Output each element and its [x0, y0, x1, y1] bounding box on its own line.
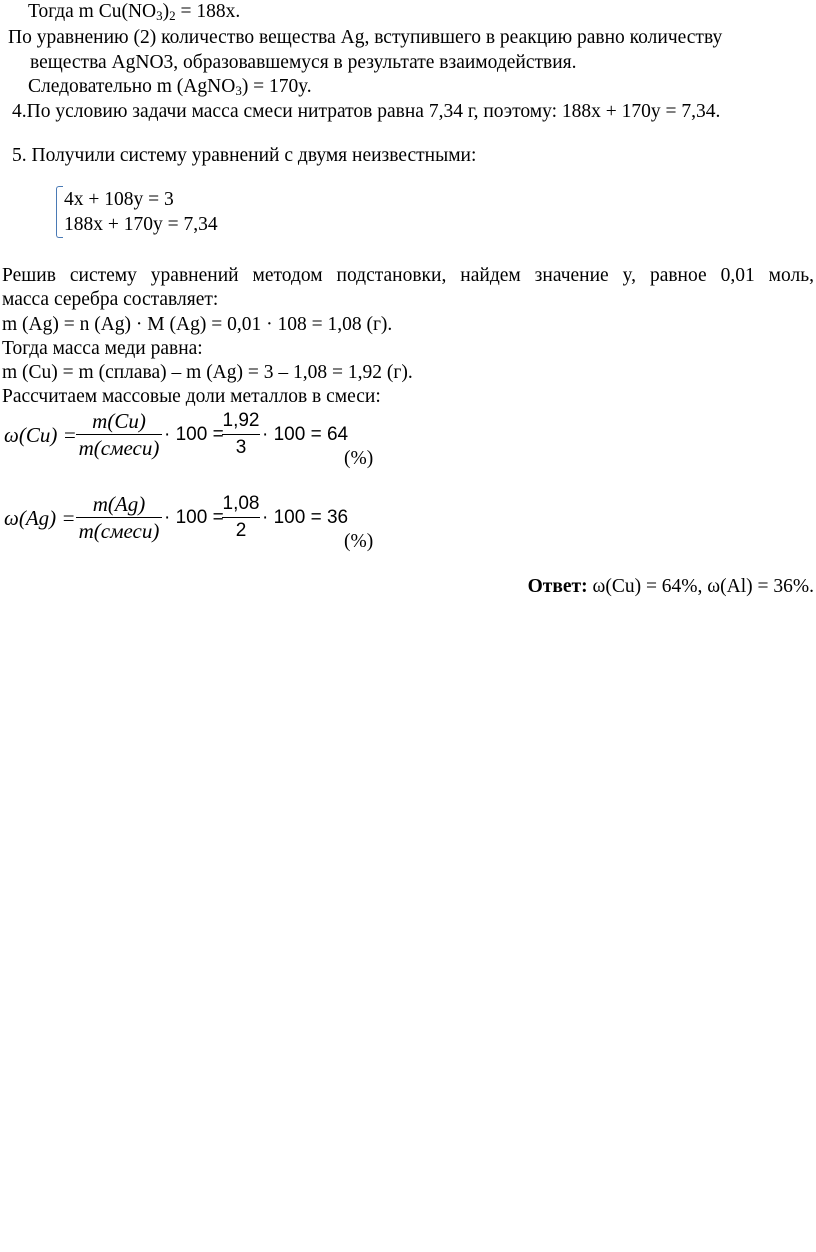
formula-cu-fraction-2 [222, 410, 260, 459]
formula-cu-den2: 3 [235, 437, 247, 458]
formula-ag-fraction-1 [76, 493, 162, 542]
paragraph-solution-cont: масса серебра составляет: [2, 289, 219, 310]
line-4-rest: ) = 170y. [241, 76, 312, 97]
system-eq-1: 4x + 108y = 3 [64, 189, 174, 210]
line-1-text: Тогда m Cu(NO [28, 1, 157, 22]
formula-cu-fraction-1 [76, 410, 162, 459]
formula-cu-unit: (%) [344, 448, 374, 469]
formula-ag-den2: 2 [235, 520, 247, 541]
system-eq-2: 188x + 170y = 7,34 [64, 214, 218, 235]
formula-ag-num: m(Ag) [92, 492, 146, 516]
answer-text: ω(Cu) = 64%, ω(Al) = 36%. [587, 576, 814, 597]
subscript-2: 2 [169, 8, 176, 23]
subscript-3: 3 [156, 8, 163, 23]
formula-ag-den: m(смеси) [78, 519, 160, 543]
answer-label: Ответ: [527, 576, 588, 597]
system-brace [56, 186, 63, 238]
line-4-text: Следовательно m (AgNO [28, 76, 236, 97]
formula-ag-num2: 1,08 [222, 493, 260, 514]
mass-fraction-intro: Рассчитаем массовые доли металлов в смеси: [2, 386, 381, 407]
line-1-rest: = 188x. [175, 1, 241, 22]
line-6: 5. Получили систему уравнений с двумя неизвестными: [12, 145, 477, 166]
paragraph-solution: Решив систему уравнений методом подстановки, найдем значение y, равное 0,01 моль, [2, 265, 814, 286]
formula-ag-mult1: · 100 = [164, 507, 224, 528]
cu-intro: Тогда масса меди равна: [2, 338, 203, 359]
formula-ag-result: · 100 = 36 [262, 507, 349, 528]
line-2: По уравнению (2) количество вещества Ag, вступившего в реакцию равно количеству [8, 27, 723, 48]
answer [528, 575, 814, 599]
formula-cu-lhs: ω(Cu) = [4, 423, 77, 447]
line-1 [28, 0, 240, 25]
equation-mass-ag: m (Ag) = n (Ag) · M (Ag) = 0,01 · 108 = 1,08 (г). [2, 314, 393, 335]
formula-cu-num2: 1,92 [222, 410, 260, 431]
line-4 [28, 75, 312, 100]
formula-cu-den: m(смеси) [78, 436, 160, 460]
formula-ag-unit: (%) [344, 531, 374, 552]
formula-cu-result: · 100 = 64 [262, 424, 349, 445]
line-1-paren: ) [162, 1, 170, 22]
formula-ag-fraction-2 [222, 493, 260, 542]
line-3: вещества AgNO3, образовавшемуся в результате взаимодействия. [30, 52, 577, 73]
subscript-3b: 3 [235, 83, 242, 98]
line-5: 4.По условию задачи масса смеси нитратов равна 7,34 г, поэтому: 188x + 170y = 7,34. [12, 101, 721, 122]
formula-cu-mult1: · 100 = [164, 424, 224, 445]
formula-cu-num: m(Cu) [92, 409, 146, 433]
formula-ag-lhs: ω(Ag) = [4, 506, 76, 530]
equation-mass-cu: m (Cu) = m (сплава) – m (Ag) = 3 – 1,08 = 1,92 (г). [2, 362, 413, 383]
